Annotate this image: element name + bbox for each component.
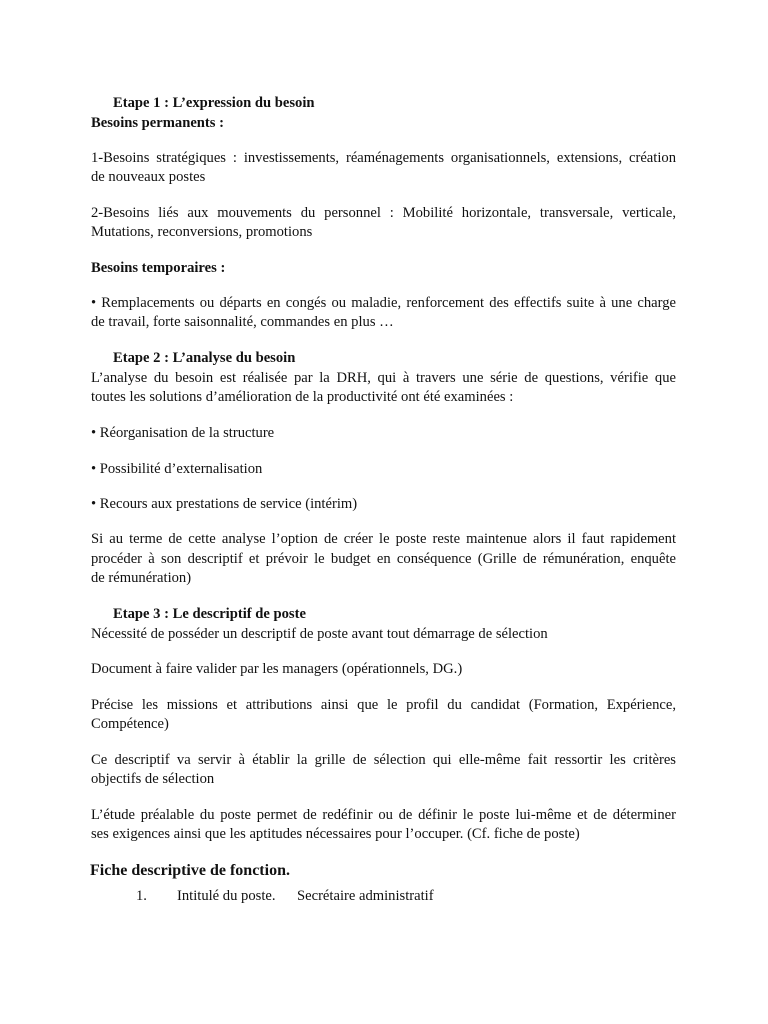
paragraph-necessity: Nécessité de posséder un descriptif de poste avant tout démarrage de sélection bbox=[91, 626, 548, 642]
temporary-needs-heading: Besoins temporaires : bbox=[91, 260, 226, 276]
list-number: 1. bbox=[136, 888, 147, 904]
paragraph-study-line2: ses exigences ainsi que les aptitudes nécessaires pour l’occuper. (Cf. fiche de poste) bbox=[91, 826, 580, 842]
bullet-interim: • Recours aux prestations de service (intérim) bbox=[91, 496, 358, 512]
paragraph-conclusion-line2: procéder à son descriptif et prévoir le budget en conséquence (Grille de rémunération, enquête bbox=[91, 551, 676, 567]
paragraph-analysis-line1: L’analyse du besoin est réalisée par la DRH, qui à travers une série de questions, vérifie que bbox=[91, 370, 676, 386]
paragraph-grid-line1: Ce descriptif va servir à établir la grille de sélection qui elle-même fait ressortir les critères bbox=[91, 752, 676, 768]
fiche-title: Fiche descriptive de fonction. bbox=[90, 862, 290, 879]
bullet-replacements-line1: • Remplacements ou départs en congés ou maladie, renforcement des effectifs suite à une charge bbox=[91, 295, 676, 311]
paragraph-validation: Document à faire valider par les managers (opérationnels, DG.) bbox=[91, 661, 463, 677]
paragraph-missions-line1: Précise les missions et attributions ainsi que le profil du candidat (Formation, Expérience, bbox=[91, 697, 676, 713]
paragraph-movements-line1: 2-Besoins liés aux mouvements du personnel : Mobilité horizontale, transversale, verticale, bbox=[91, 205, 676, 221]
bullet-reorganisation: • Réorganisation de la structure bbox=[91, 425, 275, 441]
paragraph-grid-line2: objectifs de sélection bbox=[91, 771, 215, 787]
step2-heading: Etape 2 : L’analyse du besoin bbox=[113, 350, 296, 366]
paragraph-conclusion-line1: Si au terme de cette analyse l’option de créer le poste reste maintenue alors il faut rapidement bbox=[91, 531, 676, 547]
step1-heading: Etape 1 : L’expression du besoin bbox=[113, 95, 315, 111]
paragraph-movements-line2: Mutations, reconversions, promotions bbox=[91, 224, 313, 240]
step3-heading: Etape 3 : Le descriptif de poste bbox=[113, 606, 306, 622]
paragraph-analysis-line2: toutes les solutions d’amélioration de la productivité ont été examinées : bbox=[91, 389, 514, 405]
bullet-replacements-line2: de travail, forte saisonnalité, commandes en plus … bbox=[91, 314, 394, 330]
paragraph-strategic-line2: de nouveaux postes bbox=[91, 169, 206, 185]
bullet-externalisation: • Possibilité d’externalisation bbox=[91, 461, 263, 477]
list-value: Secrétaire administratif bbox=[297, 888, 434, 904]
paragraph-missions-line2: Compétence) bbox=[91, 716, 169, 732]
permanent-needs-heading: Besoins permanents : bbox=[91, 115, 224, 131]
paragraph-study-line1: L’étude préalable du poste permet de redéfinir ou de définir le poste lui-même et de déterminer bbox=[91, 807, 676, 823]
paragraph-strategic-line1: 1-Besoins stratégiques : investissements, réaménagements organisationnels, extensions, création bbox=[91, 150, 676, 166]
paragraph-conclusion-line3: de rémunération) bbox=[91, 570, 192, 586]
list-label: Intitulé du poste. bbox=[177, 888, 276, 904]
